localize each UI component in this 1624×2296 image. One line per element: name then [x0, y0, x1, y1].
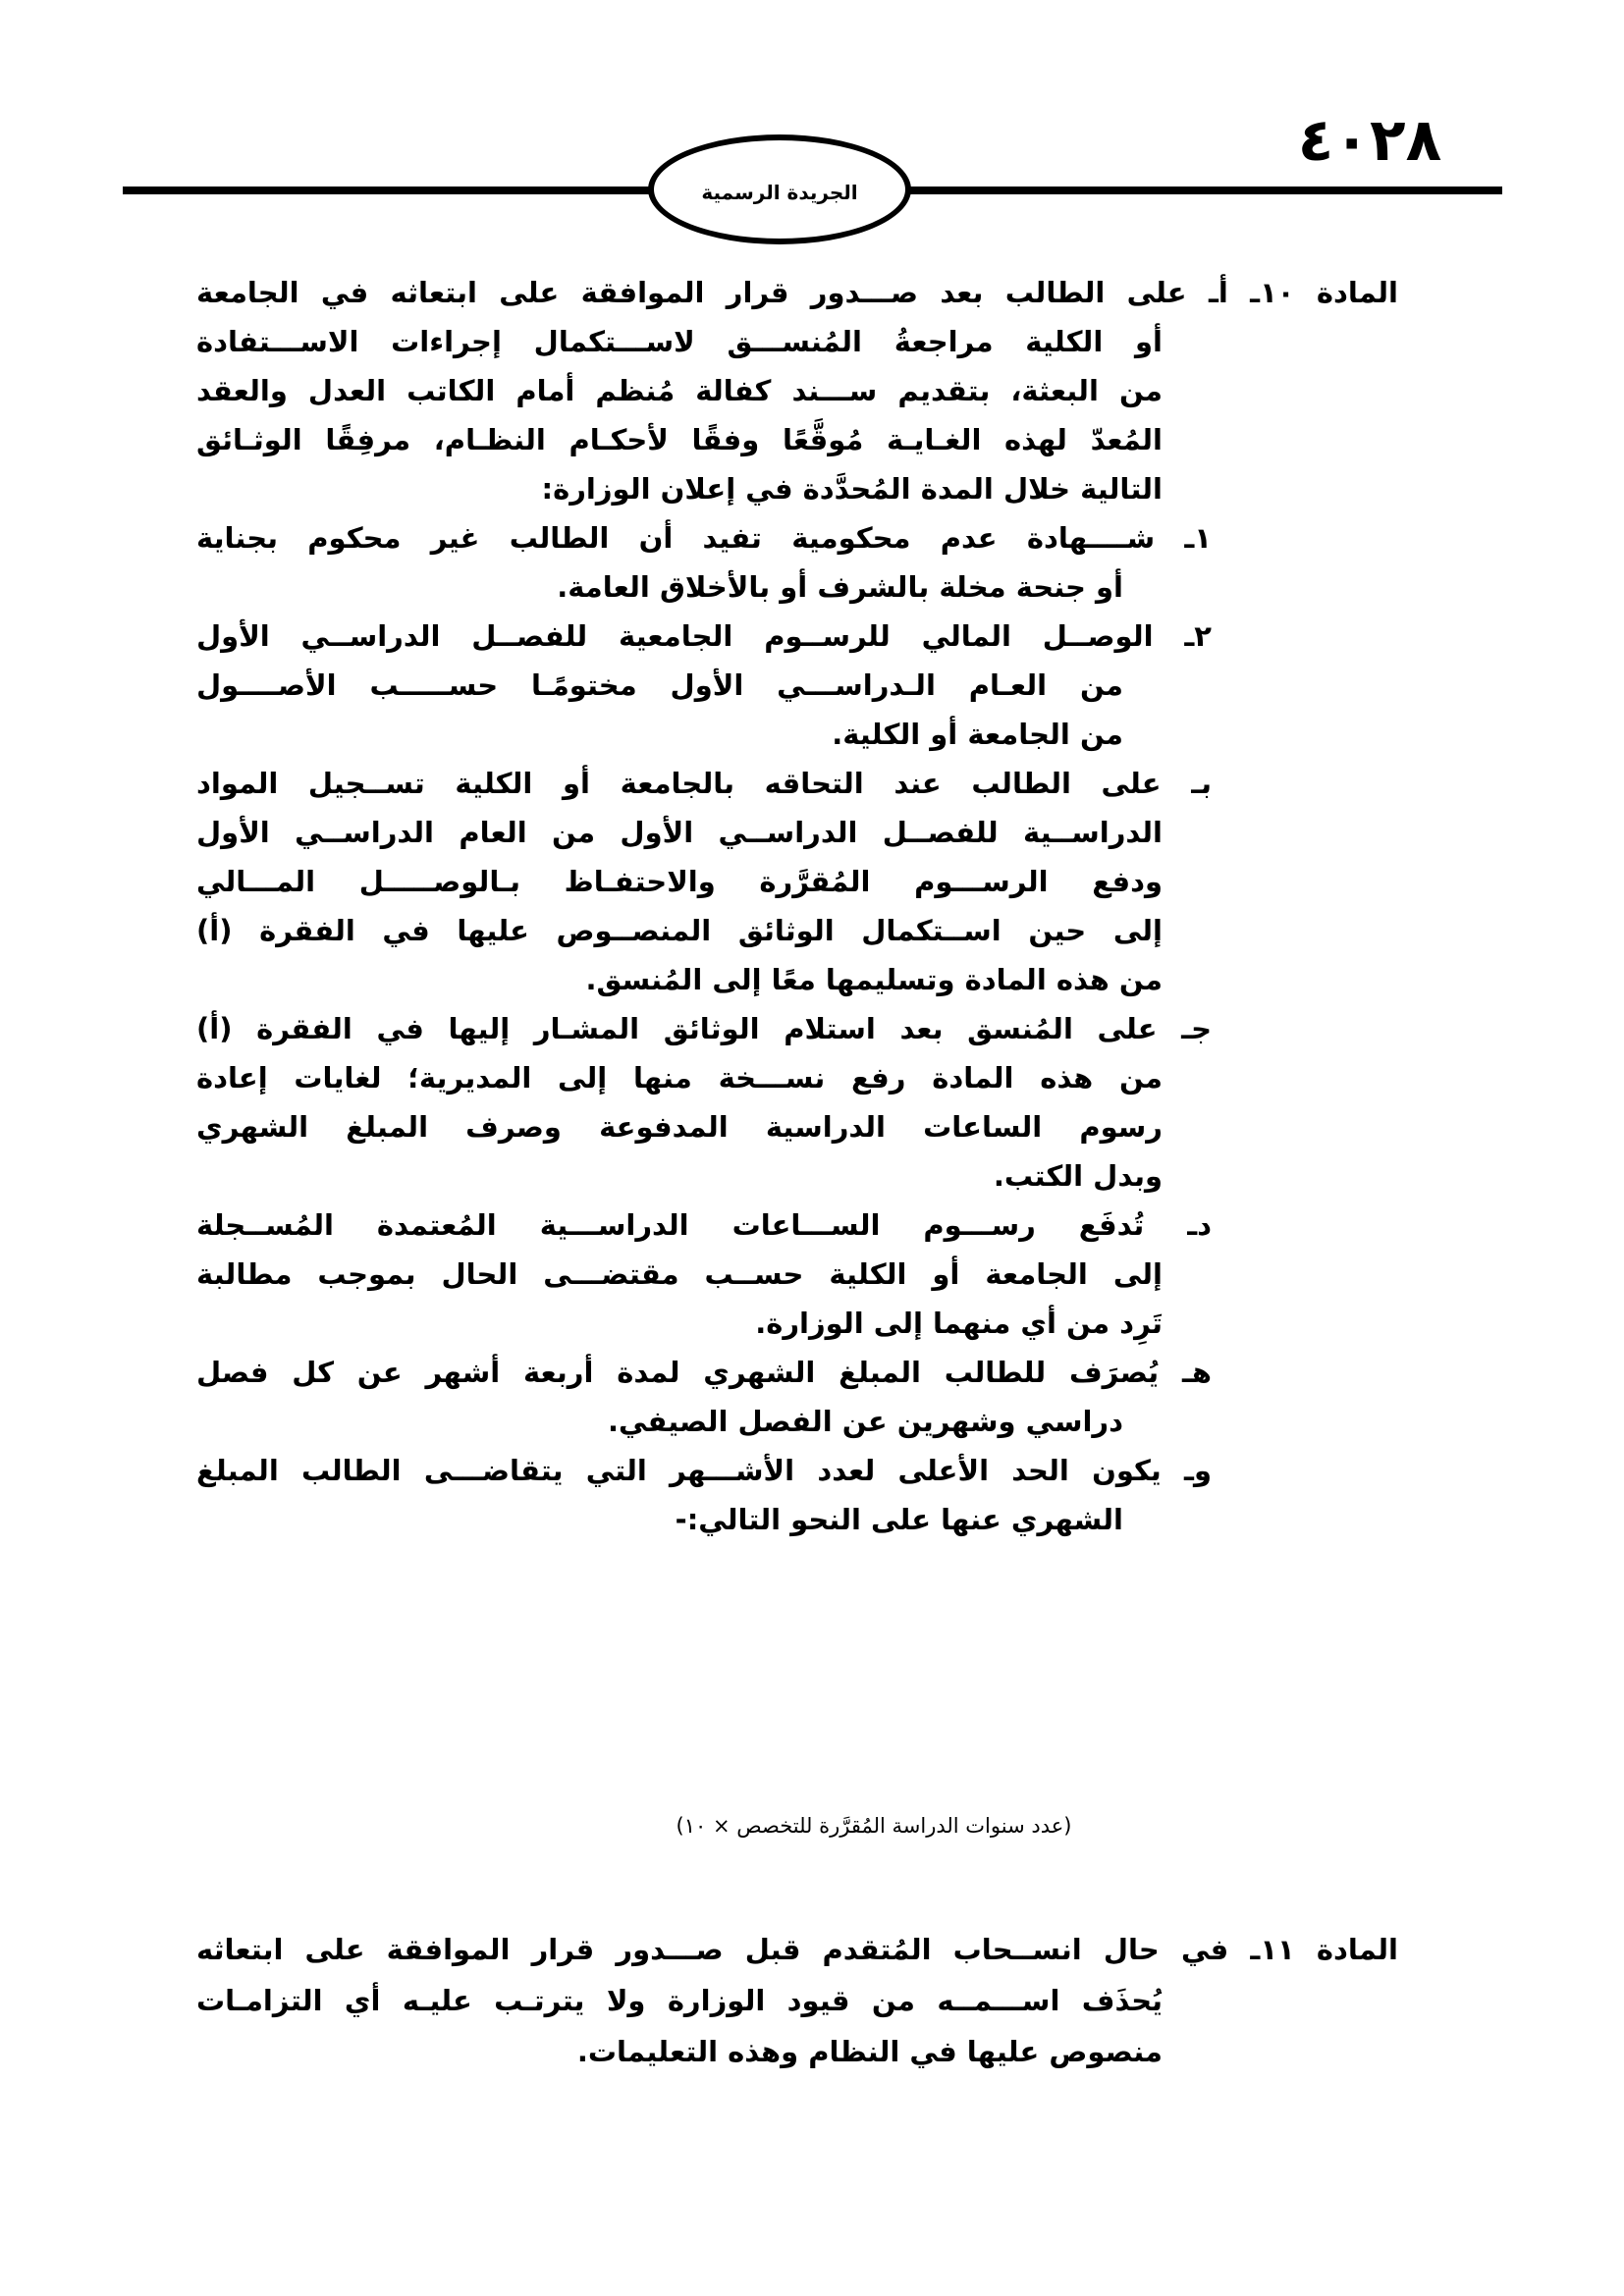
- article-10-line: دـ تُدفَع رســـوم الســـاعات الدراســـية المُعتمدة المُســجلة: [196, 1208, 1212, 1242]
- article-10-line: من العـام الـدراســـي الأول مختومًـا حســـــب الأصــــول: [196, 668, 1123, 702]
- gazette-title-oval: [648, 134, 911, 244]
- article-10-line: من البعثة، بتقديم ســـند كفالة مُنظم أمام الكاتب العدل والعقد: [196, 374, 1163, 407]
- formula: (عدد سنوات الدراسة المُقرَّرة للتخصص × ١٠): [676, 1814, 1072, 1838]
- article-11-line: يُحذَف اســـمــه من قيود الوزارة ولا يترتـب عليـه أي التزامـات: [196, 1984, 1163, 2017]
- article-10-line: دراسي وشهرين عن الفصل الصيفي.: [607, 1405, 1123, 1438]
- article-10-line: أو جنحة مخلة بالشرف أو بالأخلاق العامة.: [557, 570, 1123, 604]
- article-10-line: من هذه المادة رفع نســـخة منها إلى المديرية؛ لغايات إعادة: [196, 1061, 1163, 1095]
- article-10-line: هـ يُصرَف للطالب المبلغ الشهري لمدة أربعة أشهر عن كل فصل: [196, 1356, 1212, 1389]
- article-10-line: إلى الجامعة أو الكلية حســب مقتضـــى الحال بموجب مطالبة: [196, 1257, 1163, 1291]
- article-10-line: جـ على المُنسق بعد استلام الوثائق المشـار إليها في الفقرة (أ): [196, 1012, 1212, 1045]
- article-10-line: إلى حين اســتكمال الوثائق المنصــوص عليها في الفقرة (أ): [196, 914, 1163, 947]
- article-10-line: بـ على الطالب عند التحاقه بالجامعة أو الكلية تســجيل المواد: [196, 767, 1212, 800]
- article-10-line: من هذه المادة وتسليمها معًا إلى المُنسق.: [585, 963, 1163, 996]
- article-10-line: تَرِد من أي منهما إلى الوزارة.: [755, 1307, 1163, 1340]
- article-10-line: رسوم الساعات الدراسية المدفوعة وصرف المبلغ الشهري: [196, 1110, 1163, 1144]
- article-10-line: ودفع الرســـوم المُقرَّرة والاحتفـاظ بـالوصـــــل المـــالي: [196, 865, 1163, 898]
- article-10-line: المادة ١٠ـ أـ على الطالب بعد صـــدور قرار الموافقة على ابتعاثه في الجامعة: [196, 276, 1398, 309]
- article-10-line: الدراســية للفصــل الدراســي الأول من العام الدراســي الأول: [196, 816, 1163, 849]
- article-11-line: منصوص عليها في النظام وهذه التعليمات.: [576, 2035, 1163, 2068]
- gazette-title: الجريدة الرسمية: [701, 181, 858, 204]
- article-10-line: وبدل الكتب.: [993, 1159, 1163, 1193]
- article-10-line: من الجامعة أو الكلية.: [832, 718, 1123, 751]
- page-number: ٤٠٢٨: [1297, 106, 1442, 175]
- article-10-line: أو الكلية مراجعةُ المُنســـق لاســـتكمال إجراءات الاســـتفادة: [196, 325, 1163, 358]
- article-11-line: المادة ١١ـ في حال انســحاب المُتقدم قبل صـــدور قرار الموافقة على ابتعاثه: [196, 1933, 1399, 1966]
- article-10-line: وـ يكون الحد الأعلى لعدد الأشـــهر التي يتقاضـــى الطالب المبلغ: [196, 1454, 1212, 1487]
- article-10-line: ١ـ شــــهادة عدم محكومية تفيد أن الطالب غير محكوم بجناية: [196, 521, 1212, 555]
- article-10-line: الشهري عنها على النحو التالي:-: [675, 1503, 1123, 1536]
- article-10-line: المُعدّ لهذه الغـايـة مُوقَّعًا وفقًا لأحكـام النظـام، مرفِقًا الوثـائق: [196, 423, 1163, 456]
- article-10-line: التالية خلال المدة المُحدَّدة في إعلان الوزارة:: [541, 472, 1163, 506]
- article-10-line: ٢ـ الوصــل المالي للرســوم الجامعية للفصــل الدراســي الأول: [196, 619, 1212, 653]
